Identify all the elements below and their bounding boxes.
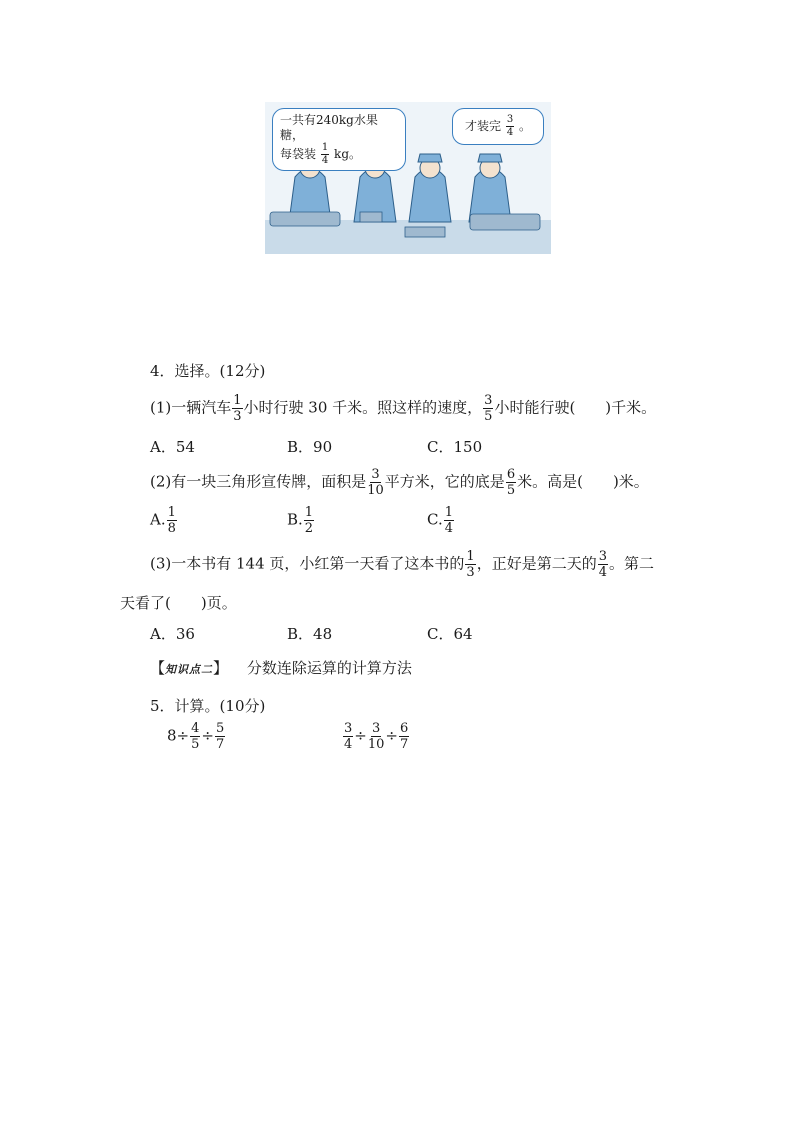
q4-p1-option-c: C．150 <box>427 438 483 456</box>
q5-expression-1: 8÷ $\frac{4}{5}$ ÷ $\frac{5}{7}$ <box>167 721 225 752</box>
speech-bubble-left: 一共有240kg水果糖， 每袋装 $\frac{1}{4}$ kg。 <box>272 108 406 171</box>
fraction: $\frac{3}{5}$ <box>484 393 493 424</box>
fraction: $\frac{3}{4}$ <box>506 114 514 138</box>
fraction: $\frac{1}{2}$ <box>304 505 314 536</box>
q4-heading: 4．选择。(12分) <box>150 362 266 380</box>
knowledge-tag: 知识点二 <box>165 663 214 676</box>
q4-part3-line2: 天看了( )页。 <box>120 594 237 612</box>
fraction: $\frac{4}{5}$ <box>191 721 200 752</box>
fraction: $\frac{3}{10}$ <box>367 467 384 498</box>
q4-p3-option-a: A．36 <box>150 625 195 643</box>
speech-bubble-right: 才装完 $\frac{3}{4}$ 。 <box>452 108 544 145</box>
q5-expression-2: $\frac{3}{4}$ ÷ $\frac{3}{10}$ ÷ $\frac{6}{7}$ <box>344 721 409 752</box>
q4-p3-option-c: C．64 <box>427 625 473 643</box>
fraction: $\frac{3}{4}$ <box>598 549 607 580</box>
fraction: $\frac{1}{3}$ <box>233 393 242 424</box>
fraction: $\frac{3}{4}$ <box>344 721 353 752</box>
fraction: $\frac{6}{5}$ <box>506 467 516 498</box>
q4-p1-option-a: A．54 <box>150 438 195 456</box>
q4-p2-option-c: C. $\frac{1}{4}$ <box>427 505 453 536</box>
q5-heading: 5．计算。(10分) <box>150 697 266 715</box>
q4-p3-option-b: B．48 <box>287 625 333 643</box>
fraction: $\frac{3}{10}$ <box>367 721 385 752</box>
q4-part1: (1)一辆汽车 $\frac{1}{3}$ 小时行驶 30 千米。照这样的速度， $\frac{3}{5}$ 小时能行驶( )千米。 <box>150 393 657 424</box>
fraction: $\frac{6}{7}$ <box>399 721 409 752</box>
bubble-left-line1: 一共有240kg水果糖， <box>280 113 378 142</box>
q4-p2-option-b: B. $\frac{1}{2}$ <box>287 505 314 536</box>
fraction: $\frac{5}{7}$ <box>215 721 225 752</box>
fraction: $\frac{1}{3}$ <box>466 549 475 580</box>
q4-p1-option-b: B．90 <box>287 438 333 456</box>
knowledge-point-header: 【知识点二】 分数连除运算的计算方法 <box>150 659 412 677</box>
q4-p2-option-a: A. $\frac{1}{8}$ <box>150 505 176 536</box>
q4-part3: (3)一本书有 144 页，小红第一天看了这本书的 $\frac{1}{3}$ ，正好是第二天的 $\frac{3}{4}$ 。第二 <box>150 549 655 580</box>
knowledge-title: 分数连除运算的计算方法 <box>246 659 412 677</box>
fraction: $\frac{1}{8}$ <box>167 505 176 536</box>
fraction: $\frac{1}{4}$ <box>321 142 329 166</box>
q4-part2: (2)有一块三角形宣传牌，面积是 $\frac{3}{10}$ 平方米，它的底是 $\frac{6}{5}$ 米。高是( )米。 <box>150 467 649 498</box>
fraction: $\frac{1}{4}$ <box>444 505 453 536</box>
